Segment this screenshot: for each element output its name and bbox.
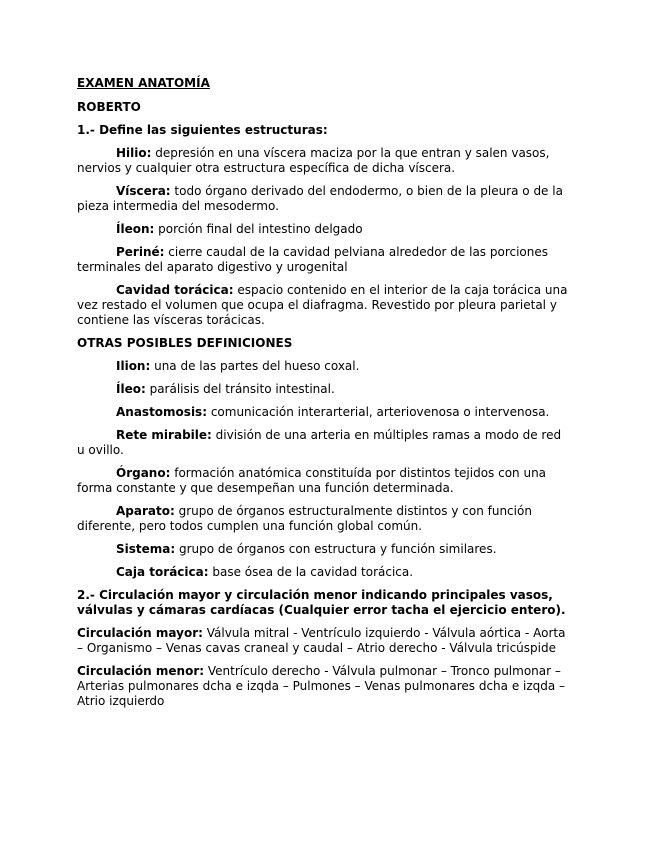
term: Periné: [116, 245, 165, 259]
definition-perine [77, 245, 569, 275]
question-1-heading: 1.- Define las siguientes estructuras: [77, 123, 328, 137]
definition-text: base ósea de la cavidad torácica. [208, 565, 414, 579]
definition-viscera [77, 184, 569, 214]
circulacion-menor [77, 664, 569, 709]
definition-anastomosis [77, 405, 569, 420]
term: Hilio: [116, 146, 152, 160]
exam-title: EXAMEN ANATOMÍA [77, 76, 210, 90]
term: Íleo: [116, 382, 146, 396]
definition-hilio [77, 146, 569, 176]
definition-caja-toracica [77, 565, 569, 580]
definition-organo [77, 466, 569, 496]
definition-cavidad-toracica [77, 283, 569, 328]
definition-text: depresión en una víscera maciza por la que entran y salen vasos, nervios y cualquier otra estructura específica de dicha víscera. [77, 146, 550, 175]
student-name: ROBERTO [77, 100, 141, 114]
definition-text: Ventrículo derecho - Válvula pulmonar – Tronco pulmonar – Arterias pulmonares dcha e izqda – Pulmones – Venas pulmonares dcha e izqda – Atrio izquierdo [77, 664, 566, 708]
definition-text: grupo de órganos estructuralmente distintos y con función diferente, pero todos cumplen una función global común. [77, 504, 532, 533]
definition-text: espacio contenido en el interior de la caja torácica una vez restado el volumen que ocupa el diafragma. Revestido por pleura parietal y contiene las vísceras torácicas. [77, 283, 568, 327]
term: Víscera: [116, 184, 171, 198]
other-definitions-heading: OTRAS POSIBLES DEFINICIONES [77, 336, 293, 350]
definition-text: formación anatómica constituída por distintos tejidos con una forma constante y que desempeñan una función determinada. [77, 466, 547, 495]
term: Circulación mayor: [77, 626, 203, 640]
term: Cavidad torácica: [116, 283, 234, 297]
definition-sistema [77, 542, 569, 557]
definition-text: Válvula mitral - Ventrículo izquierdo - Válvula aórtica - Aorta – Organismo – Venas cavas craneal y caudal – Atrio derecho - Válvula tricúspide [77, 626, 566, 655]
term: Órgano: [116, 466, 171, 480]
definition-ileon [77, 222, 569, 237]
definition-text: cierre caudal de la cavidad pelviana alrededor de las porciones terminales del aparato digestivo y urogenital [77, 245, 549, 274]
definition-rete-mirabile [77, 428, 569, 458]
definition-text: una de las partes del hueso coxal. [150, 359, 360, 373]
circulacion-mayor [77, 626, 569, 656]
definition-text: grupo de órganos con estructura y función similares. [175, 542, 497, 556]
definition-text: todo órgano derivado del endodermo, o bien de la pleura o de la pieza intermedia del mesodermo. [77, 184, 563, 213]
term: Caja torácica: [116, 565, 209, 579]
term: Circulación menor: [77, 664, 205, 678]
definition-text: división de una arteria en múltiples ramas a modo de red u ovillo. [77, 428, 562, 457]
definition-text: comunicación interarterial, arteriovenosa o intervenosa. [207, 405, 550, 419]
definition-aparato [77, 504, 569, 534]
term: Aparato: [116, 504, 175, 518]
term: Ilion: [116, 359, 151, 373]
question-2-heading: 2.- Circulación mayor y circulación menor indicando principales vasos, válvulas y cámaras cardíacas (Cualquier error tacha el ejercicio entero). [77, 588, 566, 617]
term: Anastomosis: [116, 405, 207, 419]
definition-ileo [77, 382, 569, 397]
definition-ilion [77, 359, 569, 374]
definition-text: porción final del intestino delgado [154, 222, 363, 236]
definition-text: parálisis del tránsito intestinal. [145, 382, 335, 396]
term: Rete mirabile: [116, 428, 212, 442]
term: Íleon: [116, 222, 155, 236]
term: Sistema: [116, 542, 176, 556]
